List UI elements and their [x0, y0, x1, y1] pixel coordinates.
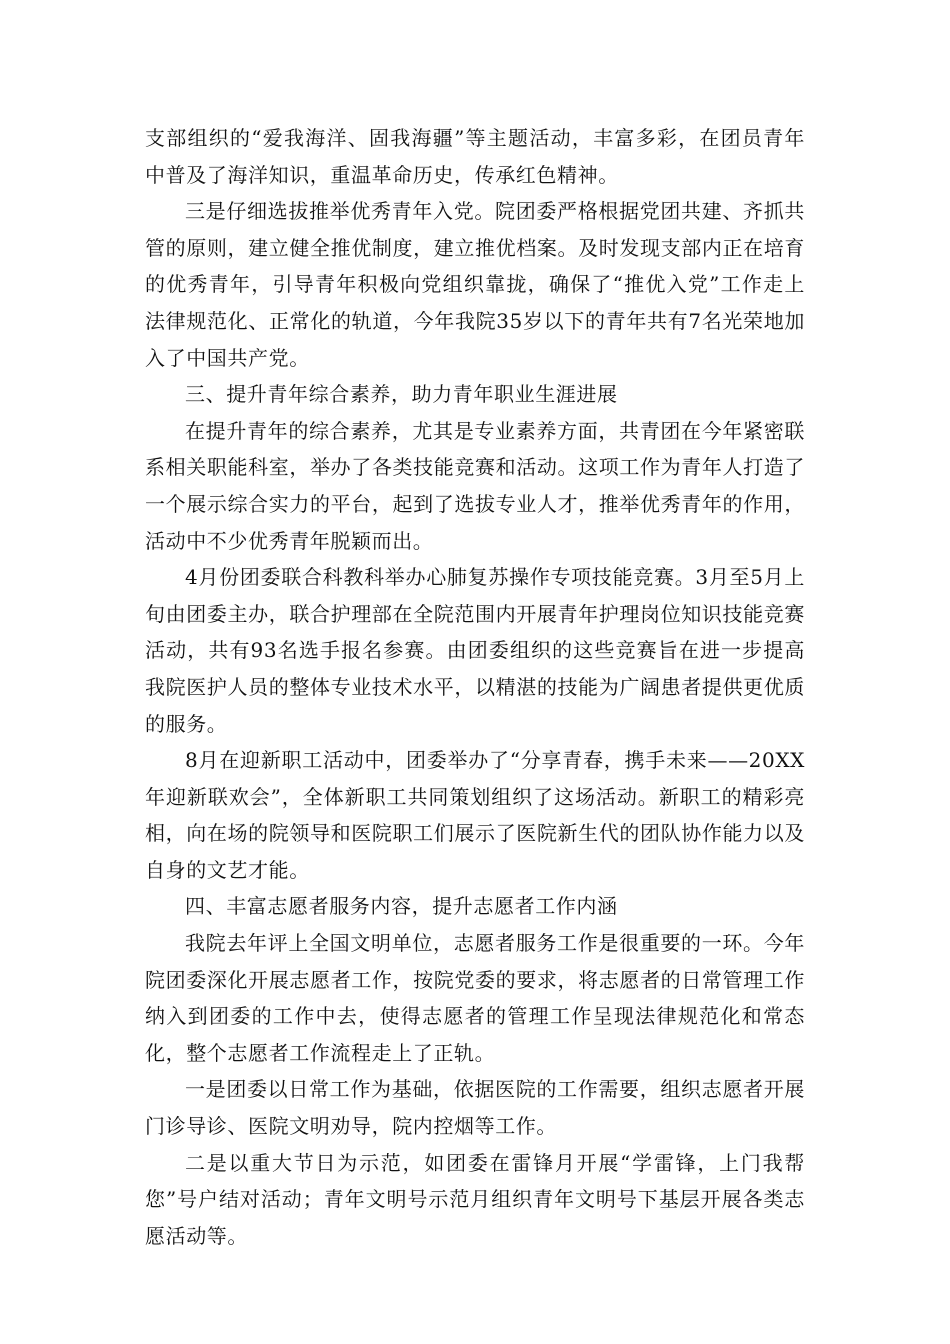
paragraph-volunteer-daily: 一是团委以日常工作为基础，依据医院的工作需要，组织志愿者开展门诊导诊、医院文明劝导，院内控烟等工作。 [145, 1077, 805, 1139]
paragraph-recommend-party: 三是仔细选拔推举优秀青年入党。院团委严格根据党团共建、齐抓共管的原则，建立健全推优制度，建立推优档案。及时发现支部内正在培育的优秀青年，引导青年积极向党组织靠拢，确保了“推优入党”工作走上法律规范化、正常化的轨道，今年我院35岁以下的青年共有7名光荣地加入了中国共产党。 [145, 199, 805, 370]
paragraph-volunteer-intro: 我院去年评上全国文明单位，志愿者服务工作是很重要的一环。今年院团委深化开展志愿者工作，按院党委的要求，将志愿者的日常管理工作纳入到团委的工作中去，使得志愿者的管理工作呈现法律规范化和常态化，整个志愿者工作流程走上了正轨。 [145, 931, 805, 1065]
paragraph-skills-intro: 在提升青年的综合素养，尤其是专业素养方面，共青团在今年紧密联系相关职能科室，举办了各类技能竞赛和活动。这项工作为青年人打造了一个展示综合实力的平台，起到了选拔专业人才，推举优秀青年的作用，活动中不少优秀青年脱颖而出。 [145, 418, 805, 553]
section-heading-3: 三、提升青年综合素养，助力青年职业生涯进展 [185, 382, 618, 407]
paragraph-competitions: 4月份团委联合科教科举办心肺复苏操作专项技能竞赛。3月至5月上旬由团委主办，联合护理部在全院范围内开展青年护理岗位知识技能竞赛活动，共有93名选手报名参赛。由团委组织的这些竞赛旨在进一步提高我院医护人员的整体专业技术水平，以精湛的技能为广阔患者提供更优质的服务。 [145, 565, 805, 736]
paragraph-welcome-party: 8月在迎新职工活动中，团委举办了“分享青春，携手未来——20XX年迎新联欢会”，全体新职工共同策划组织了这场活动。新职工的精彩亮相，向在场的院领导和医院职工们展示了医院新生代的团队协作能力以及自身的文艺才能。 [145, 748, 805, 882]
section-heading-4: 四、丰富志愿者服务内容，提升志愿者工作内涵 [185, 894, 618, 919]
paragraph-continuation: 支部组织的“爱我海洋、固我海疆”等主题活动，丰富多彩，在团员青年中普及了海洋知识，重温革命历史，传承红色精神。 [145, 126, 805, 187]
paragraph-volunteer-holidays: 二是以重大节日为示范，如团委在雷锋月开展“学雷锋，上门我帮您”号户结对活动；青年文明号示范月组织青年文明号下基层开展各类志愿活动等。 [145, 1150, 805, 1248]
document-page [145, 120, 805, 1254]
